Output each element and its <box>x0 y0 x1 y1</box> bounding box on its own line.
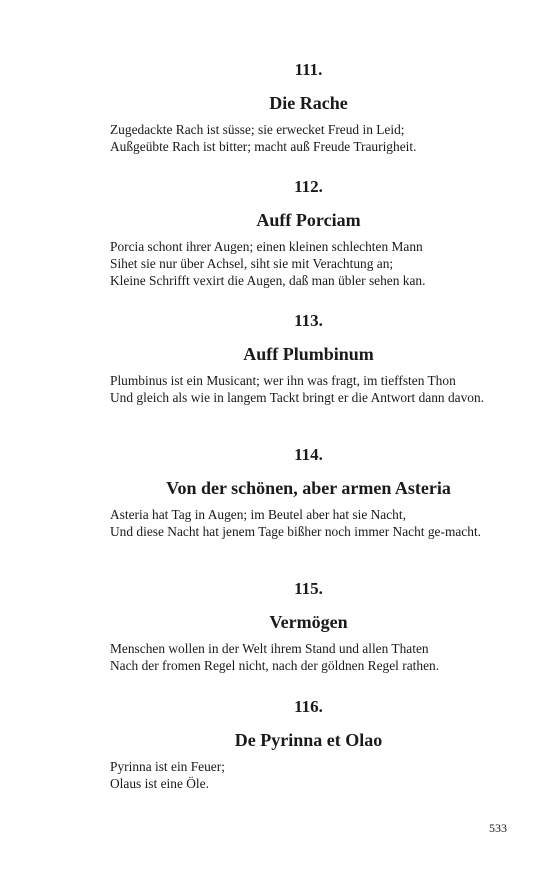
poem-111 <box>110 60 507 155</box>
poem-number: 115. <box>294 579 323 598</box>
poem-line: Außgeübte Rach ist bitter; macht auß Freude Traurigheit. <box>110 139 417 154</box>
poem-113 <box>110 311 507 406</box>
poem-body <box>110 506 507 540</box>
page-number: 533 <box>489 821 507 835</box>
poem-line: Pyrinna ist ein Feuer; <box>110 759 225 774</box>
poem-number: 111. <box>294 60 323 79</box>
poem-115 <box>110 579 507 674</box>
poem-body <box>110 238 507 289</box>
poem-title: Vermögen <box>269 612 348 632</box>
poem-line: Olaus ist eine Öle. <box>110 776 209 791</box>
poem-line: Und gleich als wie in langem Tackt bringt er die Antwort dann davon. <box>110 390 485 405</box>
poem-line: Asteria hat Tag in Augen; im Beutel aber hat sie Nacht, <box>110 507 406 522</box>
poem-title: Auff Porciam <box>256 210 361 230</box>
poem-title: Von der schönen, aber armen Asteria <box>166 478 451 498</box>
poem-body <box>110 640 507 674</box>
poem-title: Die Rache <box>269 93 348 113</box>
poem-body <box>110 758 507 792</box>
poem-number: 112. <box>294 177 323 196</box>
poem-112 <box>110 177 507 289</box>
poem-number: 116. <box>294 697 323 716</box>
poem-title: De Pyrinna et Olao <box>234 730 383 750</box>
poem-number: 113. <box>294 311 323 330</box>
poem-line: Porcia schont ihrer Augen; einen kleinen schlechten Mann <box>110 239 423 254</box>
poem-line: Menschen wollen in der Welt ihrem Stand und allen Thaten <box>110 641 429 656</box>
poem-body <box>110 121 507 155</box>
poem-line: Sihet sie nur über Achsel, siht sie mit Verachtung an; <box>110 256 394 271</box>
poem-line: Zugedackte Rach ist süsse; sie erwecket Freud in Leid; <box>110 122 405 137</box>
poem-number: 114. <box>294 445 323 464</box>
poem-body <box>110 372 507 406</box>
poem-line: Und diese Nacht hat jenem Tage bißher noch immer Nacht ge-macht. <box>110 524 482 539</box>
poem-title: Auff Plumbinum <box>243 344 374 364</box>
poem-line: Nach der fromen Regel nicht, nach der göldnen Regel rathen. <box>110 658 440 673</box>
page <box>110 0 507 880</box>
poem-line: Plumbinus ist ein Musicant; wer ihn was fragt, im tieffsten Thon <box>110 373 456 388</box>
poem-116 <box>110 697 507 792</box>
poem-line: Kleine Schrifft vexirt die Augen, daß man übler sehen kan. <box>110 273 426 288</box>
poem-114 <box>110 445 507 540</box>
